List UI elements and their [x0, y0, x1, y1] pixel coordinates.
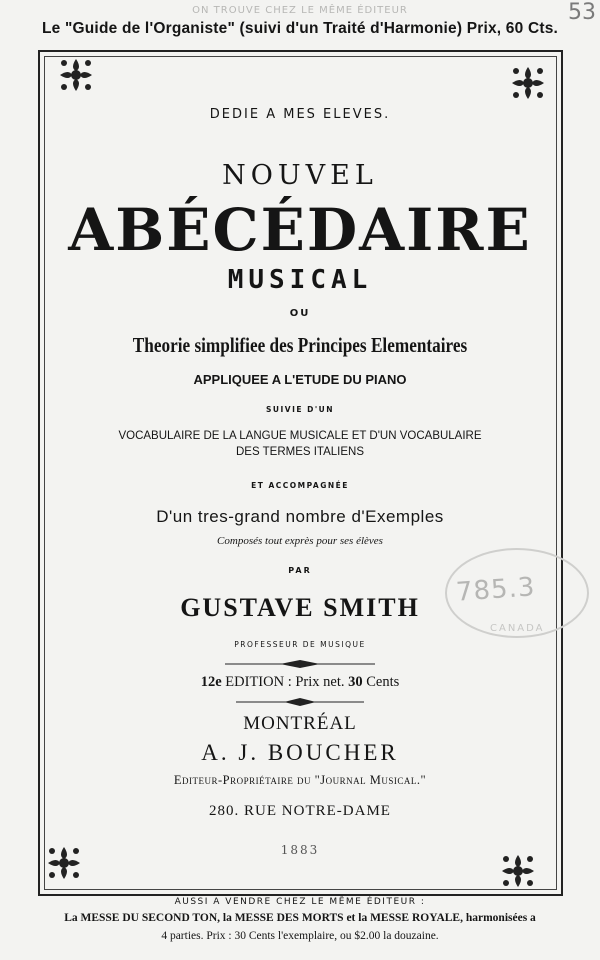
- conjunction: OU: [289, 308, 311, 319]
- publisher-address: 280. RUE NOTRE-DAME: [209, 803, 391, 819]
- edition-price: 30: [348, 674, 363, 690]
- edition-text: EDITION : Prix net.: [221, 674, 349, 690]
- corner-ornament-icon: [498, 851, 538, 891]
- footer-line-1: AUSSI A VENDRE CHEZ LE MÊME ÉDITEUR :: [174, 897, 426, 907]
- examples-line: D'un tres-grand nombre d'Exemples: [156, 507, 444, 526]
- accompanied-line: ET ACCOMPAGNÉE: [251, 481, 349, 490]
- by-line: PAR: [288, 566, 312, 575]
- title-sub: MUSICAL: [227, 265, 373, 295]
- corner-ornament-icon: [508, 63, 548, 103]
- publisher-name: A. J. BOUCHER: [201, 740, 399, 765]
- composed-line: Composés tout exprès pour ses élèves: [217, 535, 383, 547]
- author-title: PROFESSEUR DE MUSIQUE: [234, 640, 366, 649]
- stamp-number: 785.3: [455, 572, 537, 608]
- stamp-text: CANADA: [490, 623, 545, 634]
- author-name: GUSTAVE SMITH: [180, 593, 420, 622]
- publisher-city: MONTRÉAL: [243, 713, 357, 734]
- corner-mark: 53: [568, 0, 596, 25]
- title-small: NOUVEL: [222, 160, 378, 191]
- header-faint-line: ON TROUVE CHEZ LE MÊME ÉDITEUR: [192, 5, 408, 16]
- publisher-role: Editeur-Propriétaire du "Journal Musical.": [173, 773, 427, 787]
- applied-line: APPLIQUEE A L'ETUDE DU PIANO: [193, 372, 407, 387]
- publication-year: 1883: [280, 843, 320, 857]
- vocabulary-line-2: DES TERMES ITALIENS: [235, 446, 365, 458]
- edition-number: 12e: [200, 674, 222, 690]
- vocabulary-line-1: VOCABULAIRE DE LA LANGUE MUSICALE ET D'UN VOCABULAIRE: [118, 430, 482, 442]
- corner-ornament-icon: [56, 55, 96, 95]
- divider-ornament-icon: [225, 659, 375, 669]
- dedication: DEDIE A MES ELEVES.: [209, 107, 391, 122]
- divider-ornament-icon: [236, 697, 364, 707]
- edition-unit: Cents: [362, 674, 400, 690]
- subtitle: Theorie simplifiee des Principes Elementaires: [132, 333, 468, 357]
- page-title: ABÉCÉDAIRE: [68, 196, 532, 264]
- edition-line: [0, 674, 600, 691]
- followed-line: SUIVIE D'UN: [265, 405, 334, 414]
- footer-line-2: La MESSE DU SECOND TON, la MESSE DES MORTS et la MESSE ROYALE, harmonisées a: [64, 912, 536, 924]
- footer-line-3: 4 parties. Prix : 30 Cents l'exemplaire, ou $2.00 la douzaine.: [161, 930, 439, 942]
- header-guide-line: Le "Guide de l'Organiste" (suivi d'un Traité d'Harmonie) Prix, 60 Cts.: [41, 20, 559, 37]
